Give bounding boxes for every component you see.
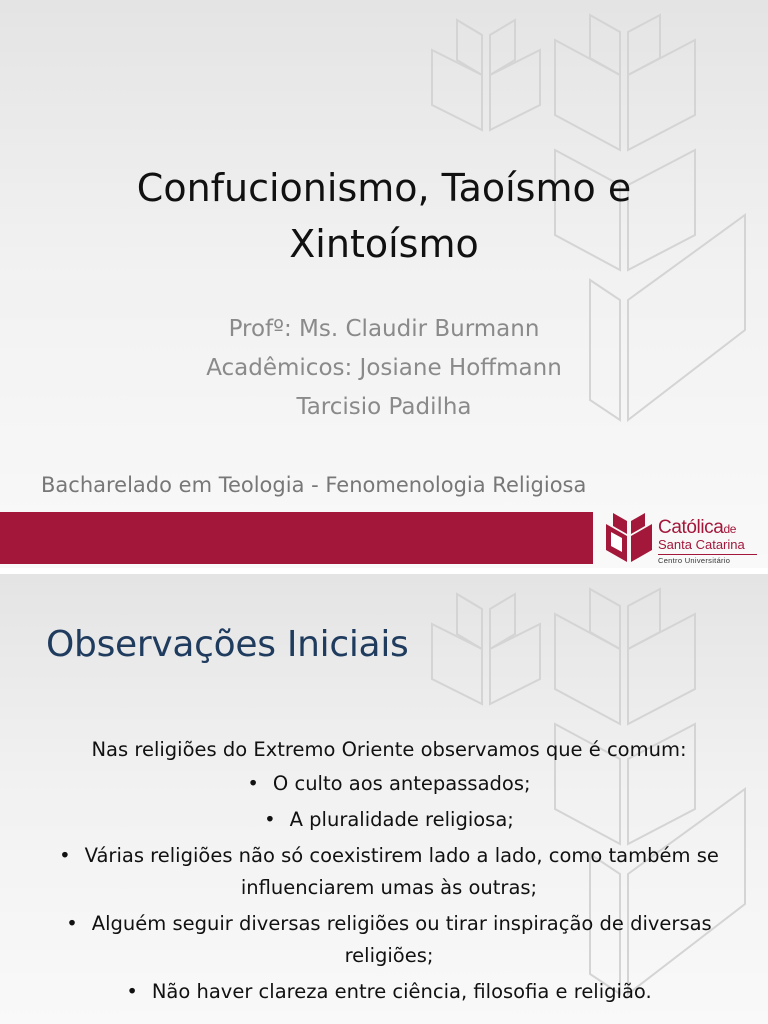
bullet-list (30, 768, 748, 1008)
list-item: • Não haver clareza entre ciência, filosofia e religião. (30, 976, 748, 1008)
list-item: • O culto aos antepassados; (30, 768, 748, 800)
list-item: • A pluralidade religiosa; (30, 804, 748, 836)
logo-name: Católicade (658, 517, 737, 538)
logo-subtitle: Santa Catarina (658, 537, 745, 552)
logo-divider (658, 554, 757, 555)
logo-tagline: Centro Universitário (658, 556, 731, 565)
content-slide (0, 574, 768, 1024)
students-line: Acadêmicos: Josiane Hoffmann (206, 355, 562, 381)
list-item: • Alguém seguir diversas religiões ou tirar inspiração de diversas religiões; (30, 908, 748, 972)
slide-heading: Observações Iniciais (46, 624, 409, 665)
bullet-icon: • (264, 808, 276, 831)
bullet-icon: • (66, 912, 78, 935)
list-item: • Várias religiões não só coexistirem lado a lado, como também se influenciarem umas às outras; (30, 840, 748, 904)
lead-text: Nas religiões do Extremo Oriente observamos que é comum: (91, 738, 687, 761)
slide-title-line-2: Xintoísmo (289, 222, 479, 266)
slide-subtitle (40, 310, 728, 427)
slide-title (40, 160, 728, 272)
slide-body (30, 734, 748, 1012)
slide-title-line-1: Confucionismo, Taoísmo e (136, 166, 632, 210)
bullet-icon: • (247, 772, 259, 795)
bullet-icon: • (126, 980, 138, 1003)
book-logo-icon (603, 512, 655, 564)
course-label: Bacharelado em Teologia - Fenomenologia Religiosa (41, 473, 587, 497)
professor-line: Profº: Ms. Claudir Burmann (228, 316, 540, 342)
students-line-2: Tarcisio Padilha (296, 394, 472, 420)
university-logo (601, 511, 768, 565)
accent-band (0, 512, 593, 564)
bullet-icon: • (59, 844, 71, 867)
